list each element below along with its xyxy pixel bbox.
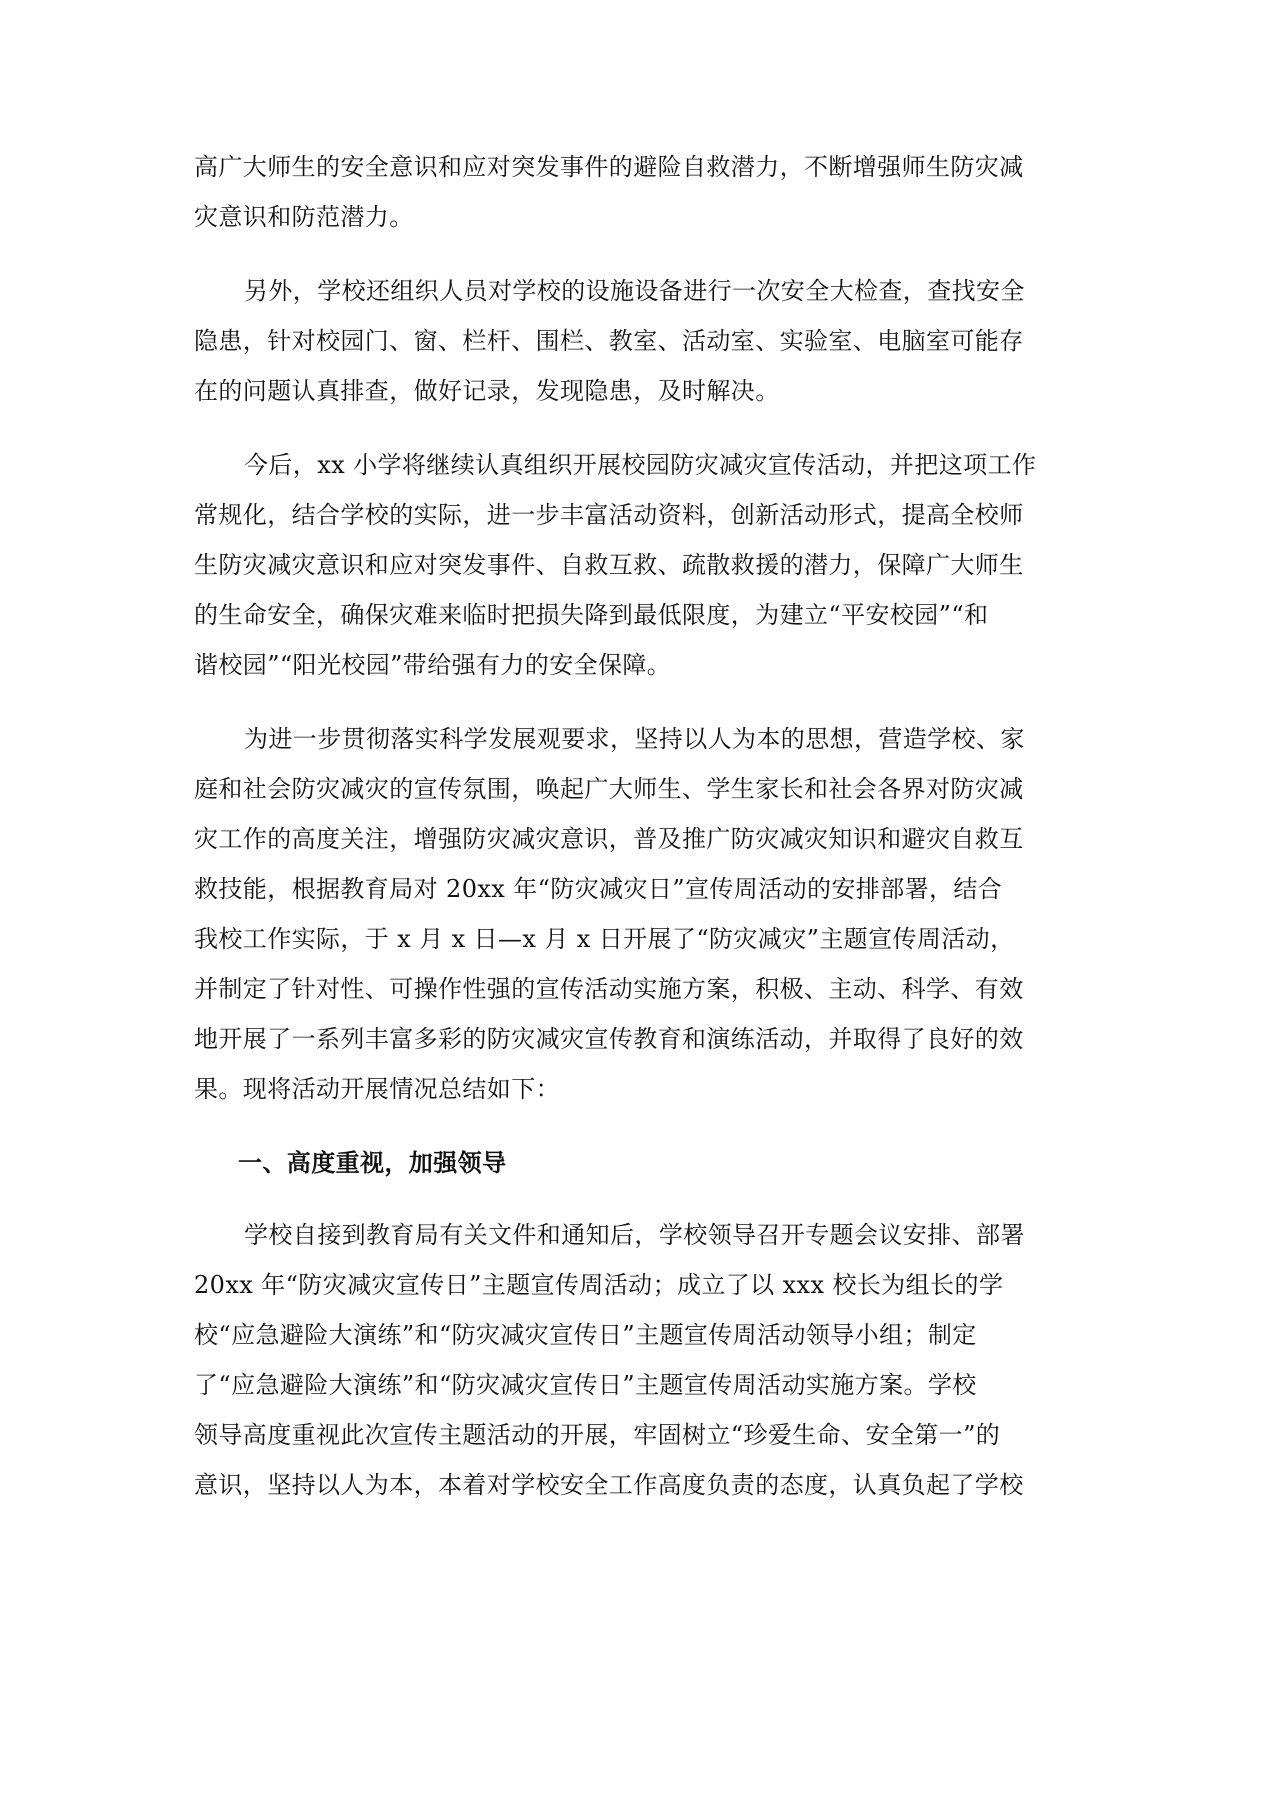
text-line: 生防灾减灾意识和应对突发事件、自救互救、疏散救援的潜力，保障广大师生 bbox=[194, 551, 1024, 579]
text-line: 另外，学校还组织人员对学校的设施设备进行一次安全大检查，查找安全 bbox=[244, 277, 1025, 305]
text-line: 地开展了一系列丰富多彩的防灾减灾宣传教育和演练活动，并取得了良好的效 bbox=[194, 1025, 1024, 1053]
text-line: 领导高度重视此次宣传主题活动的开展，牢固树立“珍爱生命、安全第一”的 bbox=[194, 1421, 1001, 1449]
text-line: 在的问题认真排查，做好记录，发现隐患，及时解决。 bbox=[194, 377, 780, 405]
text-line: 学校自接到教育局有关文件和通知后，学校领导召开专题会议安排、部署 bbox=[244, 1221, 1025, 1249]
text-line: 灾工作的高度关注，增强防灾减灾意识，普及推广防灾减灾知识和避灾自救互 bbox=[194, 825, 1024, 853]
text-line: 意识，坚持以人为本，本着对学校安全工作高度负责的态度，认真负起了学校 bbox=[194, 1471, 1024, 1499]
document-content bbox=[194, 142, 1084, 1534]
paragraph-2 bbox=[194, 266, 1084, 416]
text-line: 为进一步贯彻落实科学发展观要求，坚持以人为本的思想，营造学校、家 bbox=[244, 725, 1025, 753]
text-line: 并制定了针对性、可操作性强的宣传活动实施方案，积极、主动、科学、有效 bbox=[194, 975, 1024, 1003]
paragraph-1 bbox=[194, 142, 1084, 242]
text-line: 果。现将活动开展情况总结如下： bbox=[194, 1075, 560, 1103]
text-line: 20xx 年“防灾减灾宣传日”主题宣传周活动；成立了以 xxx 校长为组长的学 bbox=[194, 1271, 1004, 1299]
paragraph-4 bbox=[194, 714, 1084, 1114]
paragraph-3 bbox=[194, 440, 1084, 690]
text-line: 庭和社会防灾减灾的宣传氛围，唤起广大师生、学生家长和社会各界对防灾减 bbox=[194, 775, 1024, 803]
text-line: 谐校园”“阳光校园”带给强有力的安全保障。 bbox=[194, 651, 672, 679]
paragraph-5 bbox=[194, 1210, 1084, 1510]
text-line: 高广大师生的安全意识和应对突发事件的避险自救潜力，不断增强师生防灾减 bbox=[194, 153, 1024, 181]
text-line: 常规化，结合学校的实际，进一步丰富活动资料，创新活动形式，提高全校师 bbox=[194, 501, 1024, 529]
text-line: 我校工作实际，于 x 月 x 日—x 月 x 日开展了“防灾减灾”主题宣传周活动， bbox=[194, 925, 1015, 953]
text-line: 的生命安全，确保灾难来临时把损失降到最低限度，为建立“平安校园”“和 bbox=[194, 601, 989, 629]
text-line: 了“应急避险大演练”和“防灾减灾宣传日”主题宣传周活动实施方案。学校 bbox=[194, 1371, 977, 1399]
section-heading: 一、高度重视，加强领导 bbox=[238, 1148, 507, 1177]
text-line: 救技能，根据教育局对 20xx 年“防灾减灾日”宣传周活动的安排部署，结合 bbox=[194, 875, 1003, 903]
text-line: 隐患，针对校园门、窗、栏杆、围栏、教室、活动室、实验室、电脑室可能存 bbox=[194, 327, 1024, 355]
text-line: 校“应急避险大演练”和“防灾减灾宣传日”主题宣传周活动领导小组；制定 bbox=[194, 1321, 977, 1349]
text-line: 灾意识和防范潜力。 bbox=[194, 203, 414, 231]
text-line: 今后，xx 小学将继续认真组织开展校园防灾减灾宣传活动，并把这项工作 bbox=[244, 451, 1037, 479]
